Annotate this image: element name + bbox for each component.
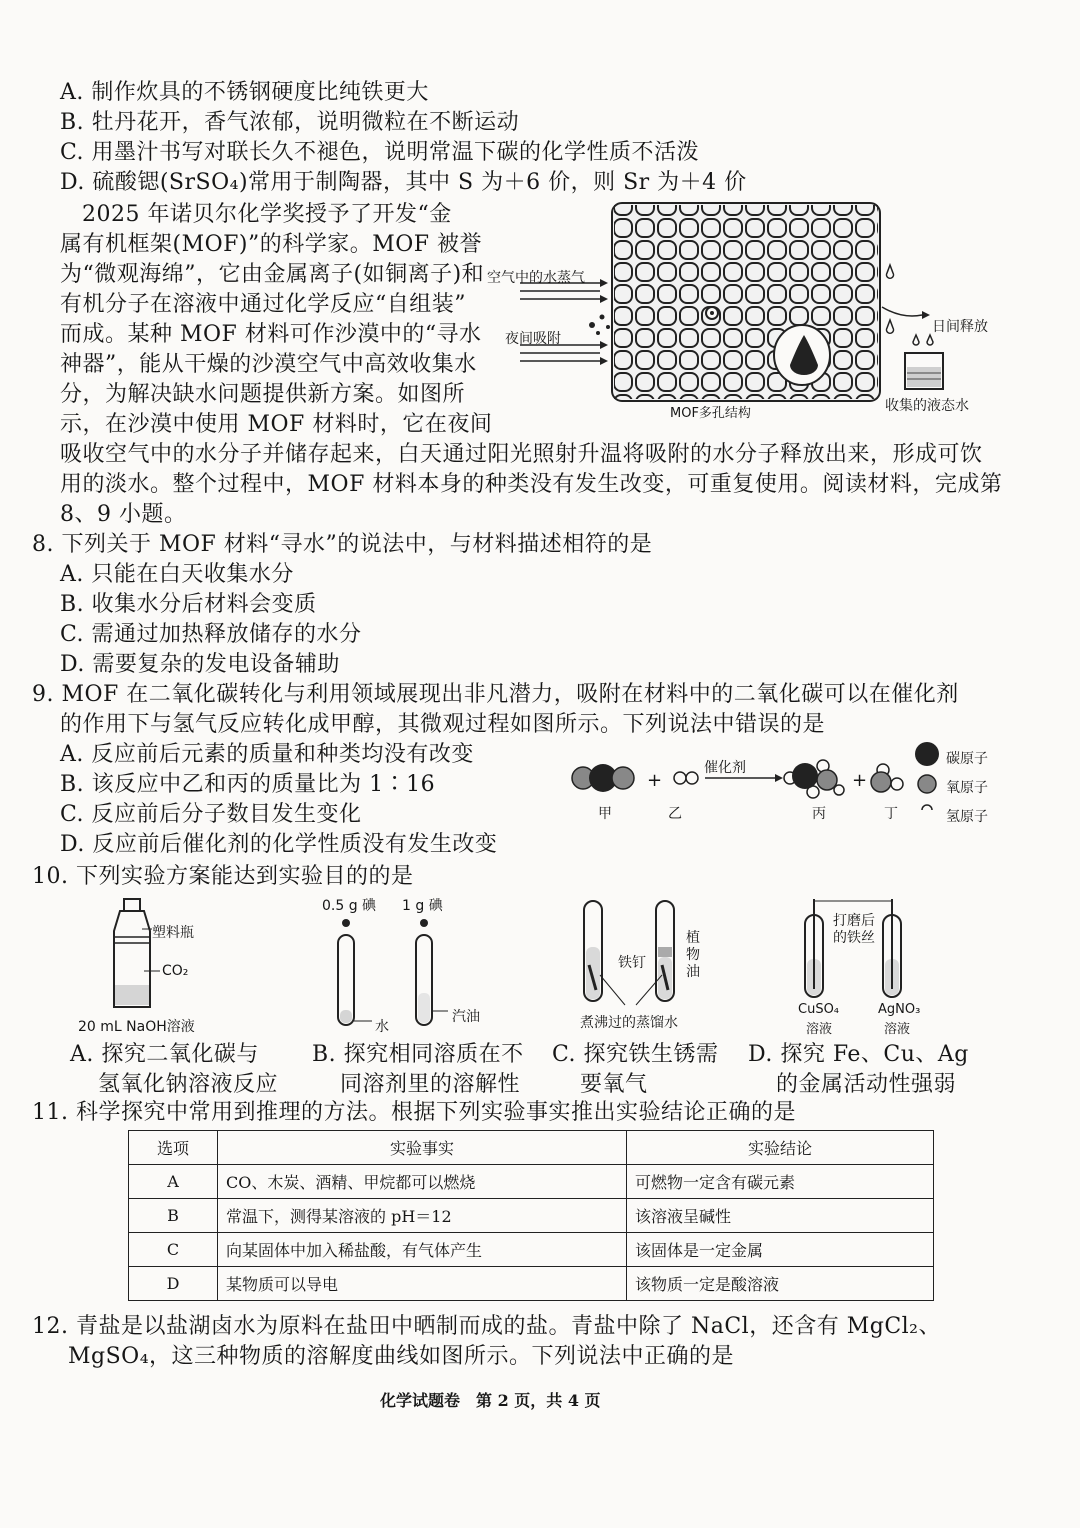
q10-c-oil-label: 植物油 [686,930,700,980]
col-header: 实验结论 [627,1131,934,1165]
q9-option-d: D. 反应前后催化剂的化学性质没有发生改变 [60,832,498,857]
q10-a-solution-label: 20 mL NaOH溶液 [78,1019,195,1035]
passage-line: 而成。某种 MOF 材料可作沙漠中的“寻水 [60,322,482,347]
q10-c-nail-label: 铁钉 [618,955,646,971]
table-cell: 该物质一定是酸溶液 [627,1267,934,1301]
q8-option-d: D. 需要复杂的发电设备辅助 [60,652,340,677]
passage-line: 示，在沙漠中使用 MOF 材料时，它在夜间 [60,412,493,437]
molecule-yi-label: 乙 [668,806,682,822]
legend-carbon: 碳原子 [946,751,988,767]
col-header: 选项 [129,1131,218,1165]
q10-stem: 10. 下列实验方案能达到实验目的的是 [32,864,414,889]
plus-sign: + [852,770,868,791]
mof-label-night: 夜间吸附 [505,331,561,347]
q7-option-c: C. 用墨汁书写对联长久不褪色，说明常温下碳的化学性质不活泼 [60,140,700,165]
q10-b-iodine1-label: 0.5 g 碘 [322,898,377,914]
q8-option-a: A. 只能在白天收集水分 [60,562,294,587]
q11-table [128,1130,934,1301]
q12-stem-line1: 12. 青盐是以盐湖卤水为原料在盐田中晒制而成的盐。青盐中除了 NaCl，还含有 MgCl₂、 [32,1314,942,1339]
table-cell: 某物质可以导电 [218,1267,627,1301]
table-cell: 常温下，测得某溶液的 pH＝12 [218,1199,627,1233]
passage-line: 分，为解决缺水问题提供新方案。如图所 [60,382,466,407]
q7-option-b: B. 牡丹花开，香气浓郁，说明微粒在不断运动 [60,110,520,135]
q10-option-c-line2: 要氧气 [580,1072,648,1097]
q10-d-wire-label-1: 打磨后 [833,913,875,929]
page-footer: 化学试题卷 第 2 页，共 4 页 [380,1391,601,1410]
q9-stem-line1: 9. MOF 在二氧化碳转化与利用领域展现出非凡潜力，吸附在材料中的二氧化碳可以在催化剂 [32,682,959,707]
q8-option-c: C. 需通过加热释放储存的水分 [60,622,362,647]
table-row [129,1267,934,1301]
legend-oxygen: 氧原子 [946,780,988,796]
table-cell: 该固体是一定金属 [627,1233,934,1267]
q7-option-d: D. 硫酸锶(SrSO₄)常用于制陶器，其中 S 为＋6 价，则 Sr 为＋4 价 [60,170,747,195]
q7-option-a: A. 制作炊具的不锈钢硬度比纯铁更大 [60,80,429,105]
q10-a-bottle-label: 塑料瓶 [152,925,194,941]
molecule-jia-label: 甲 [598,806,612,822]
reaction-micro-diagram [565,740,1005,810]
mof-label-vapor: 空气中的水蒸气 [487,270,585,286]
q10-option-a-line2: 氢氧化钠溶液反应 [98,1072,279,1097]
table-cell: 可燃物一定含有碳元素 [627,1165,934,1199]
table-row [129,1233,934,1267]
table-cell: 向某固体中加入稀盐酸，有气体产生 [218,1233,627,1267]
table-cell: D [129,1267,218,1301]
q10-b-water-label: 水 [375,1019,389,1035]
mof-label-day: 日间释放 [932,319,988,335]
plus-sign: + [647,770,663,791]
passage-line: 用的淡水。整个过程中，MOF 材料本身的种类没有发生改变，可重复使用。阅读材料，完成第 [60,472,1003,497]
q10-b-gasoline-label: 汽油 [452,1009,480,1025]
q10-b-iodine2-label: 1 g 碘 [402,898,443,914]
molecule-bing-label: 丙 [812,806,826,822]
catalyst-label: 催化剂 [704,760,746,776]
q10-a-gas-label: CO₂ [162,963,189,979]
passage-line: 为“微观海绵”，它由金属离子(如铜离子)和 [60,262,485,287]
table-row [129,1199,934,1233]
q10-option-c-line1: C. 探究铁生锈需 [552,1042,719,1067]
q10-d-agno3-label: AgNO₃ [878,1002,921,1017]
mof-porous-structure-figure [480,195,1020,425]
passage-line: 8、9 小题。 [60,502,187,527]
passage-line: 2025 年诺贝尔化学奖授予了开发“金 [82,202,452,227]
passage-line: 属有机框架(MOF)”的科学家。MOF 被誉 [60,232,483,257]
table-cell: A [129,1165,218,1199]
table-cell: B [129,1199,218,1233]
passage-line: 吸收空气中的水分子并储存起来，白天通过阳光照射升温将吸附的水分子释放出来，形成可饮 [60,442,983,467]
q12-stem-line2: MgSO₄，这三种物质的溶解度曲线如图所示。下列说法中正确的是 [68,1344,735,1369]
q10-d-sol-label: 溶液 [884,1022,911,1037]
q9-option-a: A. 反应前后元素的质量和种类均没有改变 [60,742,474,767]
table-cell: 该溶液呈碱性 [627,1199,934,1233]
q8-option-b: B. 收集水分后材料会变质 [60,592,317,617]
q10-option-a-line1: A. 探究二氧化碳与 [70,1042,259,1067]
q9-option-b: B. 该反应中乙和丙的质量比为 1∶16 [60,772,436,797]
q9-stem-line2: 的作用下与氢气反应转化成甲醇，其微观过程如图所示。下列说法中错误的是 [60,712,826,737]
table-cell: CO、木炭、酒精、甲烷都可以燃烧 [218,1165,627,1199]
q10-c-boiled-water-label: 煮沸过的蒸馏水 [580,1015,678,1031]
q10-d-sol-label: 溶液 [806,1022,833,1037]
table-header-row [129,1131,934,1165]
q8-stem: 8. 下列关于 MOF 材料“寻水”的说法中，与材料描述相符的是 [32,532,653,557]
q9-option-c: C. 反应前后分子数目发生变化 [60,802,362,827]
q10-option-b-line2: 同溶剂里的溶解性 [340,1072,521,1097]
q11-stem: 11. 科学探究中常用到推理的方法。根据下列实验事实推出实验结论正确的是 [32,1100,796,1125]
q10-d-cuso4-label: CuSO₄ [798,1002,840,1017]
table-cell: C [129,1233,218,1267]
q10-option-b-line1: B. 探究相同溶质在不 [312,1042,524,1067]
passage-line: 有机分子在溶液中通过化学反应“自组装” [60,292,466,317]
col-header: 实验事实 [218,1131,627,1165]
mof-label-water: 收集的液态水 [885,398,969,414]
q10-option-d-line1: D. 探究 Fe、Cu、Ag [748,1042,969,1067]
table-row [129,1165,934,1199]
passage-line: 神器”，能从干燥的沙漠空气中高效收集水 [60,352,477,377]
q10-option-d-line2: 的金属活动性强弱 [776,1072,957,1097]
q10-d-wire-label-2: 的铁丝 [833,930,875,946]
mof-label-structure: MOF多孔结构 [670,406,751,421]
molecule-ding-label: 丁 [884,806,898,822]
legend-hydrogen: 氢原子 [946,809,988,825]
